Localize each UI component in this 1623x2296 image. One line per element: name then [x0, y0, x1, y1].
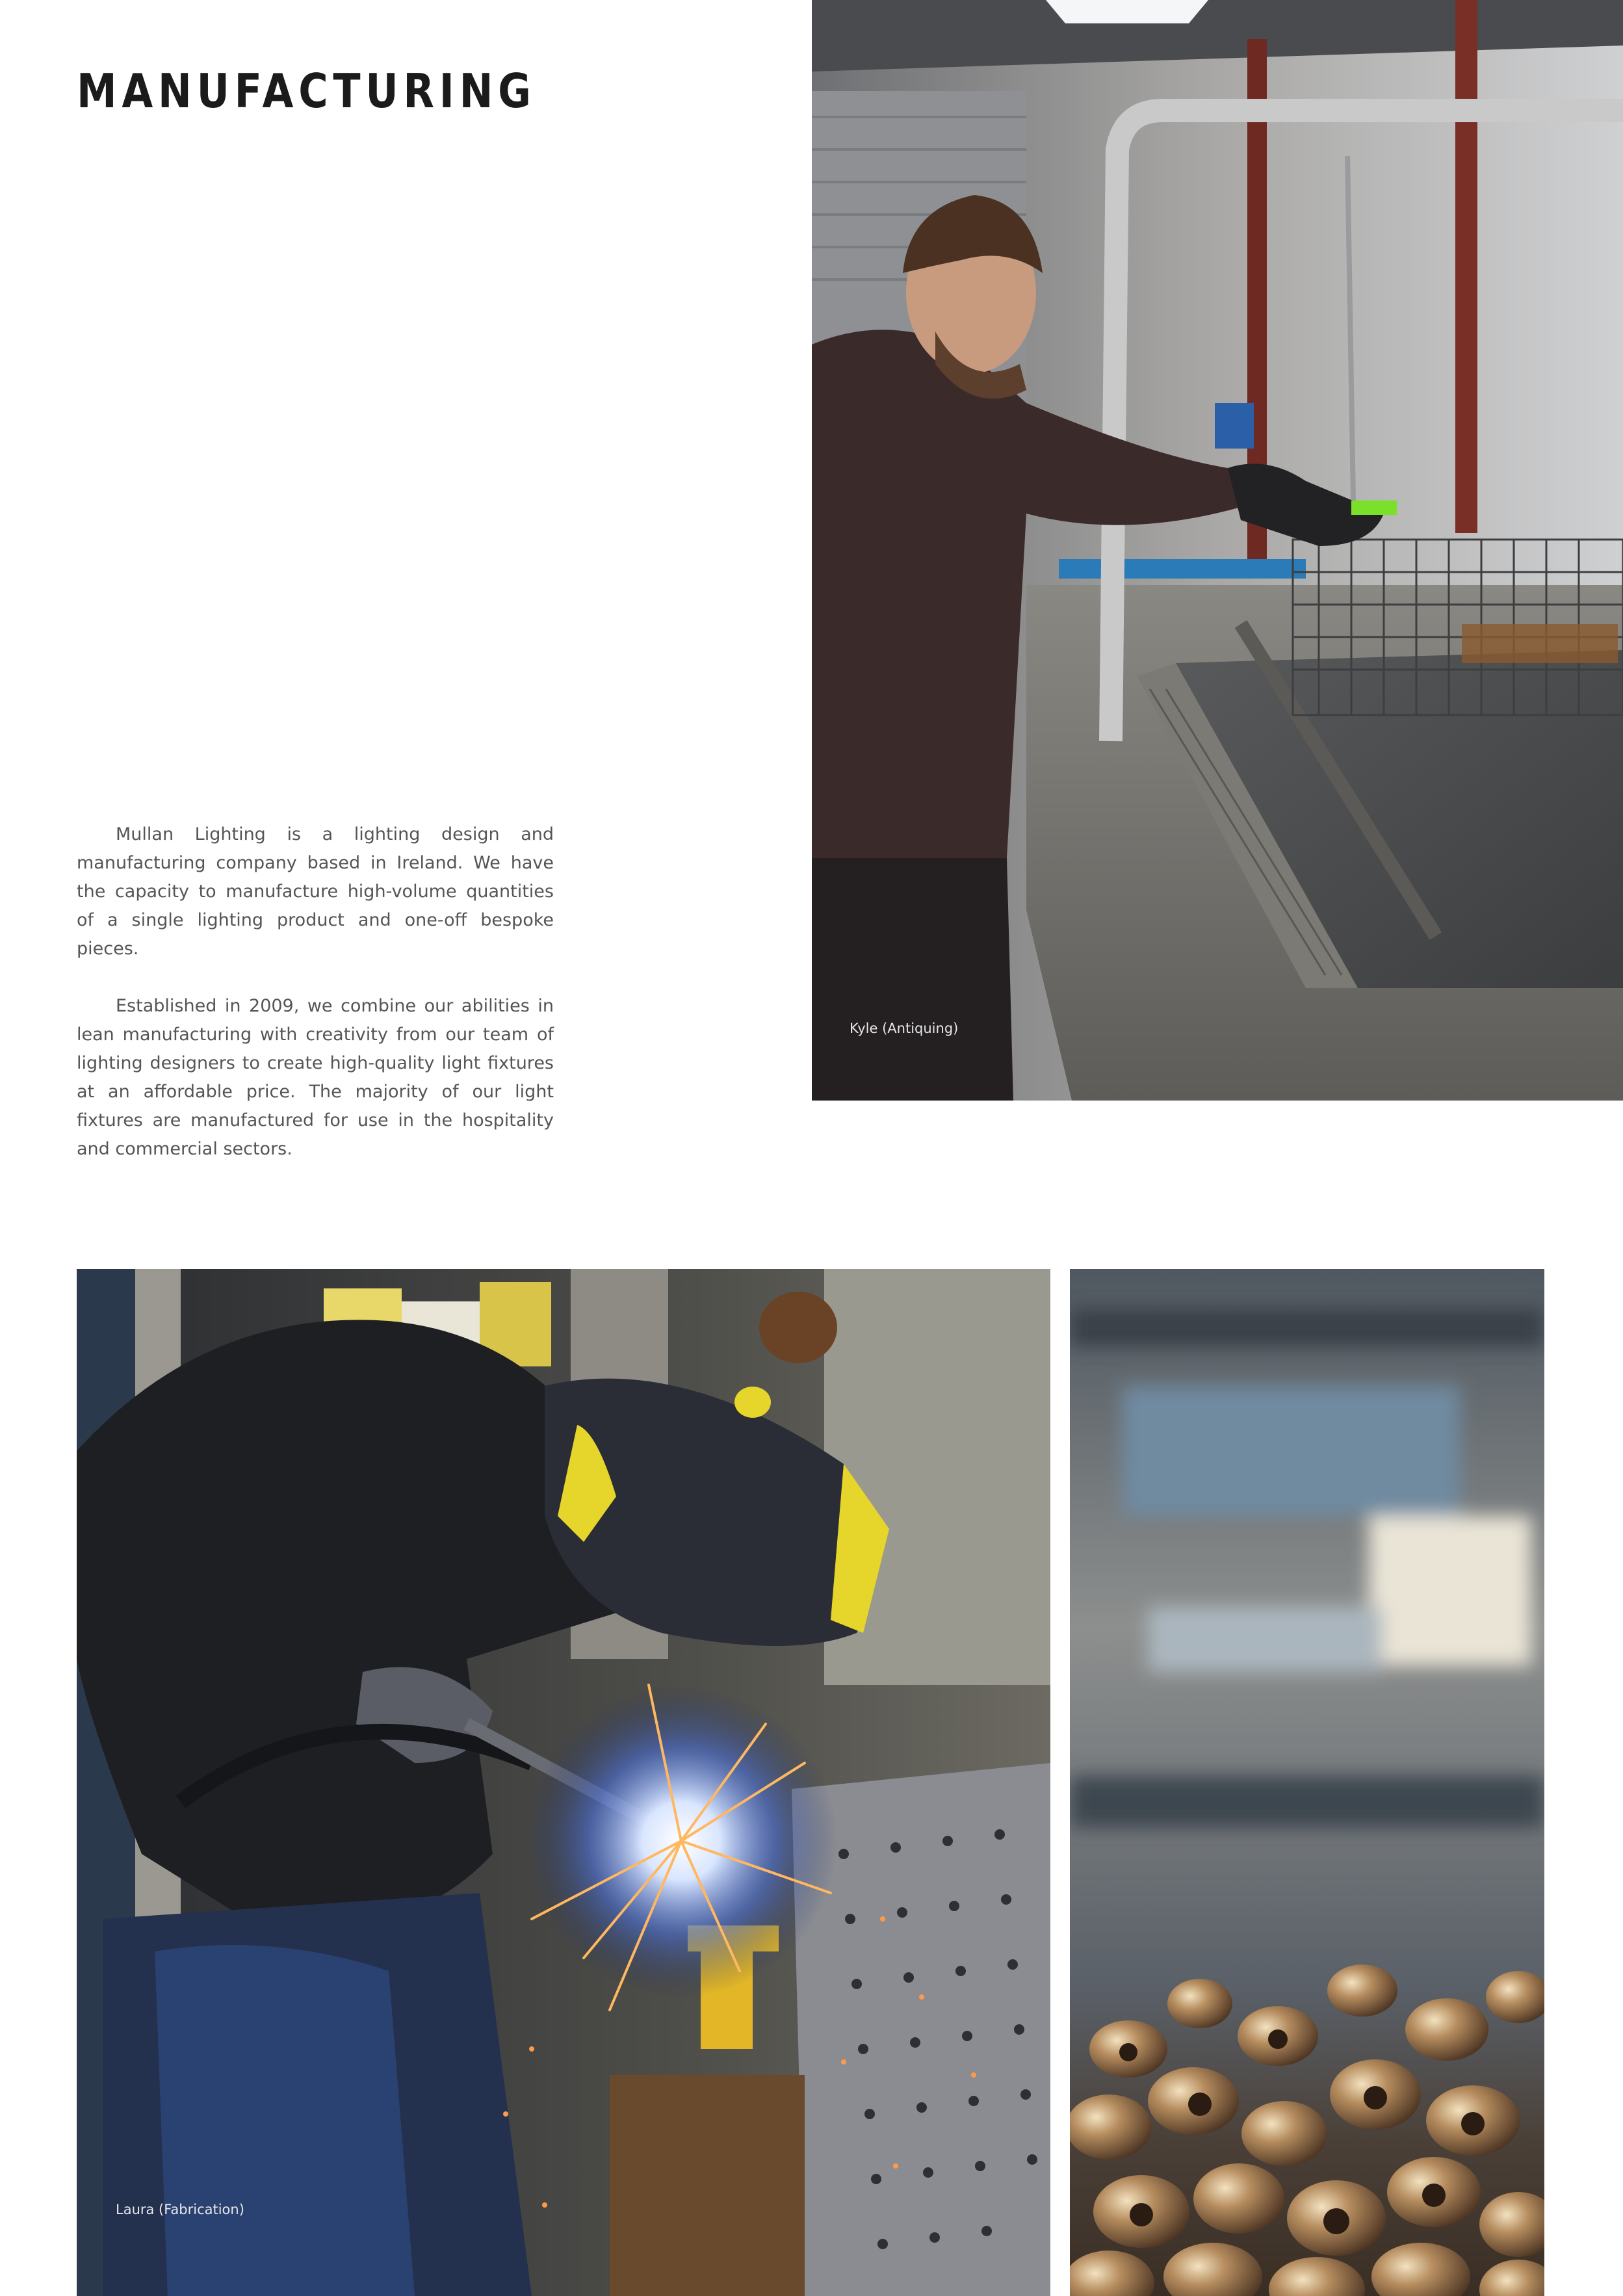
fabrication-photo-illustration — [77, 1269, 1050, 2296]
intro-paragraph-1: Mullan Lighting is a lighting design and manufacturing company based in Ireland. We have the capacity to manufacture high-volume quantities of a single lighting product and one-off bespoke pieces. — [77, 824, 554, 959]
intro-paragraph-2: Established in 2009, we combine our abilities in lean manufacturing with creativity from our team of lighting designers to create high-quality light fixtures at an affordable price. The majority of our light fixtures are manufactured for use in the hospitality and commercial sectors. — [77, 996, 554, 1159]
intro-text — [77, 820, 554, 1192]
antiquing-photo-illustration — [812, 0, 1623, 1101]
brass-parts-photo — [1070, 1269, 1544, 2296]
fabrication-photo — [77, 1269, 1050, 2296]
brass-parts-photo-illustration — [1070, 1269, 1544, 2296]
antiquing-photo — [812, 0, 1623, 1101]
antiquing-photo-caption: Kyle (Antiquing) — [850, 1021, 959, 1036]
page-title: MANUFACTURING — [77, 64, 536, 118]
fabrication-photo-caption: Laura (Fabrication) — [116, 2202, 244, 2217]
